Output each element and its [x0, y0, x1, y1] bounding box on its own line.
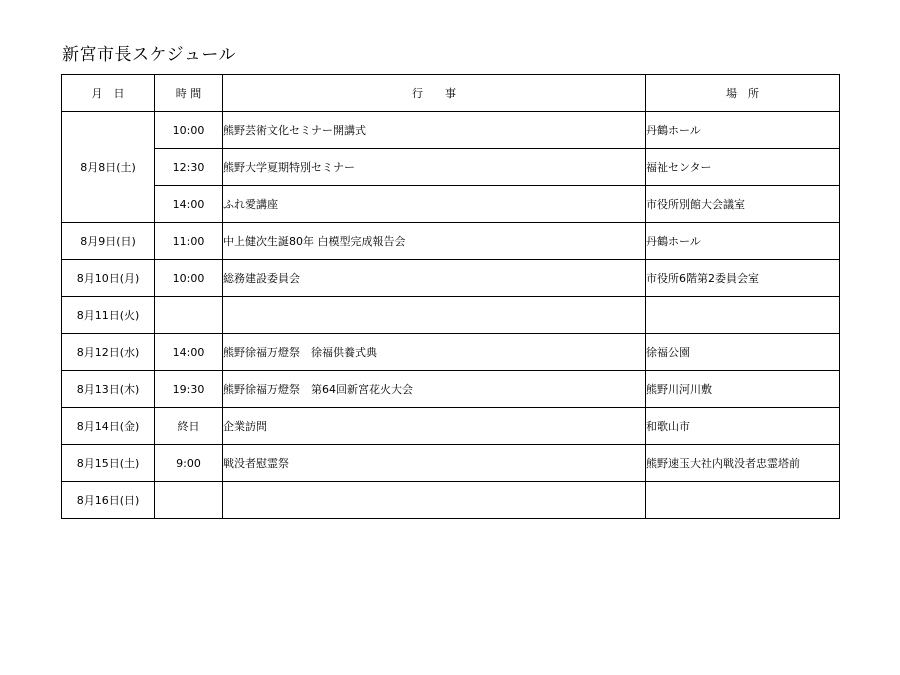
time-cell: 14:00: [155, 186, 223, 223]
event-cell: 総務建設委員会: [223, 260, 646, 297]
time-cell: 19:30: [155, 371, 223, 408]
table-row: [62, 371, 840, 408]
table-header-row: [62, 75, 840, 112]
table-row: [62, 334, 840, 371]
schedule-table: [61, 74, 840, 519]
date-cell: 8月9日(日): [62, 223, 155, 260]
time-cell: [155, 297, 223, 334]
time-cell: 10:00: [155, 112, 223, 149]
event-cell: 熊野芸術文化セミナー開講式: [223, 112, 646, 149]
time-cell: 10:00: [155, 260, 223, 297]
event-cell: ふれ愛講座: [223, 186, 646, 223]
event-cell: 企業訪問: [223, 408, 646, 445]
event-cell: [223, 297, 646, 334]
place-cell: 市役所別館大会議室: [646, 186, 840, 223]
place-cell: 丹鶴ホール: [646, 223, 840, 260]
place-cell: 丹鶴ホール: [646, 112, 840, 149]
time-cell: [155, 482, 223, 519]
date-cell: 8月14日(金): [62, 408, 155, 445]
table-row: [62, 482, 840, 519]
column-header-place: 場 所: [646, 75, 840, 112]
place-cell: [646, 482, 840, 519]
event-cell: 熊野徐福万燈祭 徐福供養式典: [223, 334, 646, 371]
date-cell: 8月10日(月): [62, 260, 155, 297]
time-cell: 12:30: [155, 149, 223, 186]
date-cell: 8月11日(火): [62, 297, 155, 334]
table-row: [62, 186, 840, 223]
time-cell: 9:00: [155, 445, 223, 482]
date-cell: 8月15日(土): [62, 445, 155, 482]
place-cell: 熊野川河川敷: [646, 371, 840, 408]
time-cell: 14:00: [155, 334, 223, 371]
event-cell: [223, 482, 646, 519]
column-header-event: 行 事: [223, 75, 646, 112]
table-row: [62, 223, 840, 260]
table-row: [62, 297, 840, 334]
event-cell: 熊野徐福万燈祭 第64回新宮花火大会: [223, 371, 646, 408]
place-cell: 徐福公園: [646, 334, 840, 371]
table-row: [62, 112, 840, 149]
table-row: [62, 149, 840, 186]
column-header-date: 月 日: [62, 75, 155, 112]
event-cell: 戦没者慰霊祭: [223, 445, 646, 482]
time-cell: 11:00: [155, 223, 223, 260]
table-row: [62, 445, 840, 482]
place-cell: [646, 297, 840, 334]
table-row: [62, 408, 840, 445]
place-cell: 熊野速玉大社内戦没者忠霊塔前: [646, 445, 840, 482]
date-cell: 8月8日(土): [62, 112, 155, 223]
place-cell: 和歌山市: [646, 408, 840, 445]
date-cell: 8月16日(日): [62, 482, 155, 519]
event-cell: 中上健次生誕80年 白模型完成報告会: [223, 223, 646, 260]
time-cell: 終日: [155, 408, 223, 445]
date-cell: 8月12日(水): [62, 334, 155, 371]
table-row: [62, 260, 840, 297]
event-cell: 熊野大学夏期特別セミナー: [223, 149, 646, 186]
place-cell: 市役所6階第2委員会室: [646, 260, 840, 297]
page-title: 新宮市長スケジュール: [62, 45, 236, 65]
column-header-time: 時 間: [155, 75, 223, 112]
date-cell: 8月13日(木): [62, 371, 155, 408]
place-cell: 福祉センター: [646, 149, 840, 186]
